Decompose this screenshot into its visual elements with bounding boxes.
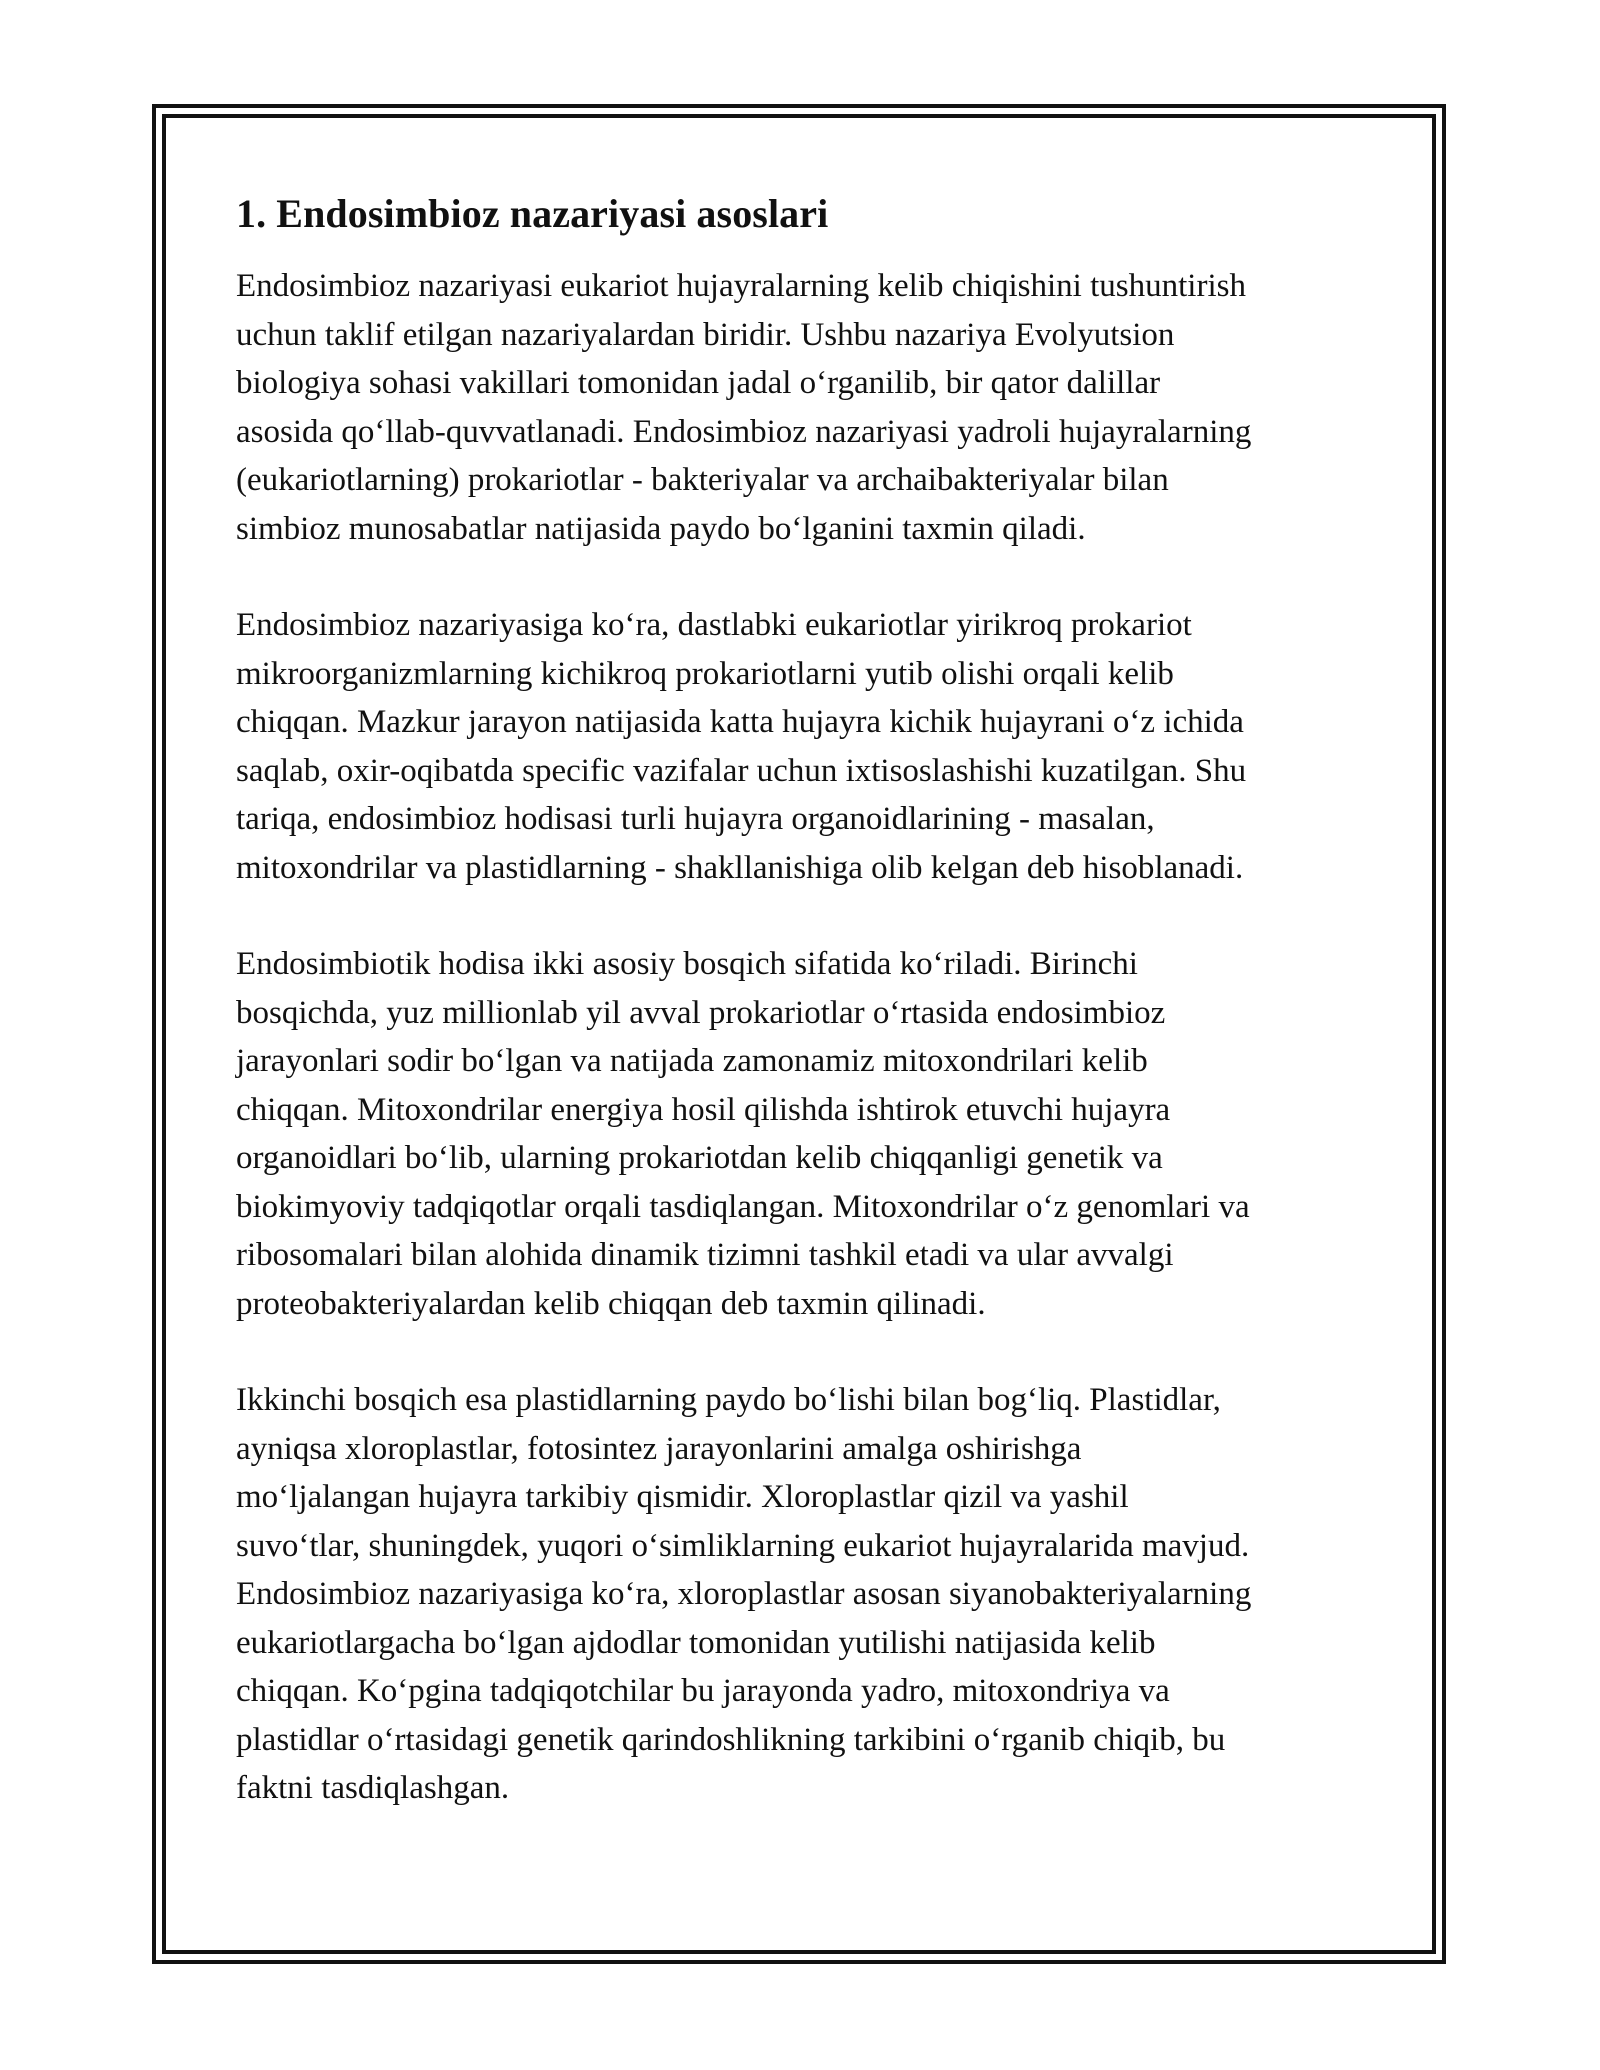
text-line: Ikkinchi bosqich esa plastidlarning paydo bo‘lishi bilan bog‘liq. Plastidlar, — [236, 1382, 1221, 1418]
text-line: bosqichda, yuz millionlab yil avval prokariotlar o‘rtasida endosimbioz — [236, 994, 1166, 1031]
text-line: mitoxondrilar va plastidlarning - shakllanishiga olib kelgan deb hisoblanadi. — [236, 849, 1244, 886]
text-line: tariqa, endosimbioz hodisasi turli hujayra organoidlarining - masalan, — [236, 801, 1155, 837]
text-line: ayniqsa xloroplastlar, fotosintez jarayonlarini amalga oshirishga — [236, 1430, 1082, 1467]
text-line: chiqqan. Mazkur jarayon natijasida katta hujayra kichik hujayrani o‘z ichida — [236, 704, 1244, 740]
text-line: simbioz munosabatlar natijasida paydo bo‘lganini taxmin qiladi. — [236, 510, 1086, 547]
text-line: eukariotlargacha bo‘lgan ajdodlar tomonidan yutilishi natijasida kelib — [236, 1624, 1156, 1661]
text-line: Endosimbioz nazariyasi eukariot hujayralarning kelib chiqishini tushuntirish — [236, 268, 1246, 304]
text-line: (eukariotlarning) prokariotlar - bakteriyalar va archaibakteriyalar bilan — [236, 462, 1169, 498]
text-line: biologiya sohasi vakillari tomonidan jadal o‘rganilib, bir qator dalillar — [236, 365, 1161, 401]
text-line: plastidlar o‘rtasidagi genetik qarindoshlikning tarkibini o‘rganib chiqib, bu — [236, 1721, 1226, 1758]
text-line: biokimyoviy tadqiqotlar orqali tasdiqlangan. Mitoxondrilar o‘z genomlari va — [236, 1188, 1250, 1225]
paragraph-1 — [236, 262, 1376, 553]
text-line: organoidlari bo‘lib, ularning prokariotdan kelib chiqqanligi genetik va — [236, 1140, 1163, 1176]
text-line: suvo‘tlar, shuningdek, yuqori o‘simliklarning eukariot hujayralarida mavjud. — [236, 1527, 1250, 1564]
paragraph-3 — [236, 940, 1376, 1328]
text-line: saqlab, oxir-oqibatda specific vazifalar uchun ixtisoslashishi kuzatilgan. Shu — [236, 752, 1247, 789]
text-line: Endosimbioz nazariyasiga ko‘ra, xloroplastlar asosan siyanobakteriyalarning — [236, 1576, 1252, 1612]
paragraph-4 — [236, 1376, 1376, 1813]
document-body — [236, 188, 1376, 1861]
text-line: Endosimbioz nazariyasiga ko‘ra, dastlabki eukariotlar yirikroq prokariot — [236, 607, 1192, 643]
text-line: chiqqan. Ko‘pgina tadqiqotchilar bu jarayonda yadro, mitoxondriya va — [236, 1673, 1170, 1709]
text-line: Endosimbiotik hodisa ikki asosiy bosqich sifatida ko‘riladi. Birinchi — [236, 946, 1138, 982]
text-line: faktni tasdiqlashgan. — [236, 1770, 510, 1806]
paragraph-2 — [236, 601, 1376, 892]
text-line: asosida qo‘llab-quvvatlanadi. Endosimbioz nazariyasi yadroli hujayralarning — [236, 413, 1252, 450]
text-line: mo‘ljalangan hujayra tarkibiy qismidir. Xloroplastlar qizil va yashil — [236, 1479, 1129, 1515]
text-line: ribosomalari bilan alohida dinamik tizimni tashkil etadi va ular avvalgi — [236, 1237, 1174, 1273]
section-title: 1. Endosimbioz nazariyasi asoslari — [236, 191, 829, 236]
text-line: jarayonlari sodir bo‘lgan va natijada zamonamiz mitoxondrilari kelib — [236, 1043, 1148, 1079]
text-line: proteobakteriyalardan kelib chiqqan deb taxmin qilinadi. — [236, 1285, 986, 1322]
text-line: mikroorganizmlarning kichikroq prokariotlarni yutib olishi orqali kelib — [236, 655, 1174, 692]
text-line: uchun taklif etilgan nazariyalardan biridir. Ushbu nazariya Evolyutsion — [236, 316, 1175, 353]
text-line: chiqqan. Mitoxondrilar energiya hosil qilishda ishtirok etuvchi hujayra — [236, 1091, 1171, 1128]
